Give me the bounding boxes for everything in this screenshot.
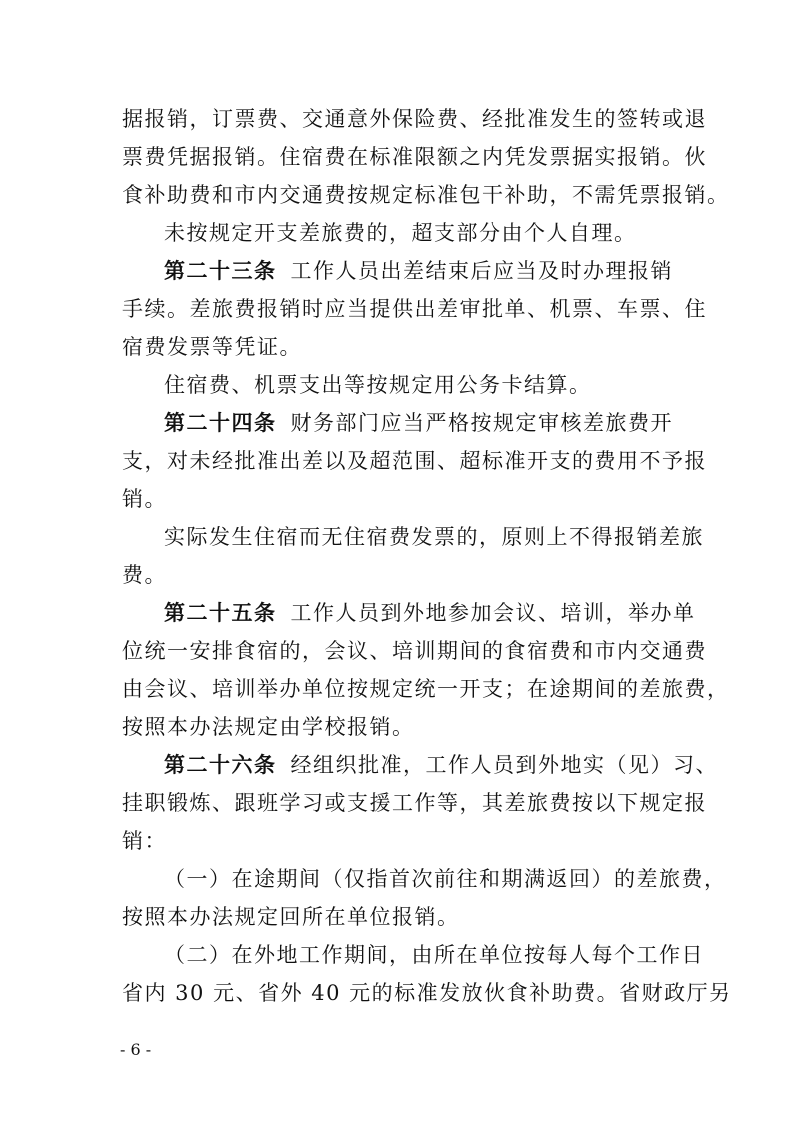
text-line [122, 822, 680, 860]
text-line [122, 784, 707, 822]
line-text: 财务部门应当严格按规定审核差旅费开 [290, 411, 673, 435]
text-line [122, 366, 680, 404]
text-line [122, 404, 680, 442]
text-line [122, 860, 727, 898]
article-number: 第二十五条 [164, 601, 277, 625]
line-text: 省内 30 元、省外 40 元的标准发放伙食补助费。省财政厅另 [122, 981, 732, 1005]
text-line [122, 518, 704, 556]
page-number: - 6 - [120, 1040, 152, 1059]
line-text: 未按规定开支差旅费的，超支部分由个人自理。 [164, 221, 637, 245]
text-line [122, 594, 696, 632]
text-line [122, 632, 707, 670]
article-number: 第二十三条 [164, 259, 277, 283]
line-text: 食补助费和市内交通费按规定标准包干补助，不需凭票报销。 [122, 183, 730, 207]
text-line [122, 328, 680, 366]
line-text: 宿费发票等凭证。 [122, 335, 302, 359]
line-text: 住宿费、机票支出等按规定用公务卡结算。 [164, 373, 592, 397]
text-line [122, 480, 680, 518]
text-line [122, 936, 704, 974]
text-line [122, 974, 732, 1012]
text-line [122, 138, 707, 176]
line-text: 位统一安排食宿的，会议、培训期间的食宿费和市内交通费 [122, 639, 707, 663]
line-text: 支，对未经批准出差以及超范围、超标准开支的费用不予报 [122, 449, 707, 473]
text-line [122, 100, 707, 138]
text-line [122, 898, 680, 936]
line-text: 挂职锻炼、跟班学习或支援工作等，其差旅费按以下规定报 [122, 791, 707, 815]
line-text: （二）在外地工作期间，由所在单位按每人每个工作日 [164, 943, 704, 967]
article-number: 第二十六条 [164, 753, 277, 777]
text-line [122, 670, 730, 708]
line-text: 按照本办法规定回所在单位报销。 [122, 905, 460, 929]
line-text: 工作人员出差结束后应当及时办理报销 [290, 259, 673, 283]
line-text: 费。 [122, 563, 167, 587]
text-line [122, 176, 730, 214]
line-text: 据报销，订票费、交通意外保险费、经批准发生的签转或退 [122, 107, 707, 131]
text-line [122, 252, 680, 290]
line-text: 实际发生住宿而无住宿费发票的，原则上不得报销差旅 [164, 525, 704, 549]
text-line [122, 708, 680, 746]
line-text: 由会议、培训举办单位按规定统一开支；在途期间的差旅费， [122, 677, 730, 701]
line-text: 销： [122, 829, 167, 853]
line-text: 销。 [122, 487, 167, 511]
text-line [122, 746, 718, 784]
text-line [122, 290, 707, 328]
line-text: 按照本办法规定由学校报销。 [122, 715, 415, 739]
article-number: 第二十四条 [164, 411, 277, 435]
line-text: （一）在途期间（仅指首次前往和期满返回）的差旅费， [164, 867, 727, 891]
text-line [122, 442, 707, 480]
line-text: 经组织批准，工作人员到外地实（见）习、 [290, 753, 718, 777]
text-line [122, 556, 680, 594]
line-text: 票费凭据报销。住宿费在标准限额之内凭发票据实报销。伙 [122, 145, 707, 169]
line-text: 手续。差旅费报销时应当提供出差审批单、机票、车票、住 [122, 297, 707, 321]
line-text: 工作人员到外地参加会议、培训，举办单 [290, 601, 696, 625]
text-line [122, 214, 680, 252]
document-body [122, 100, 732, 1012]
